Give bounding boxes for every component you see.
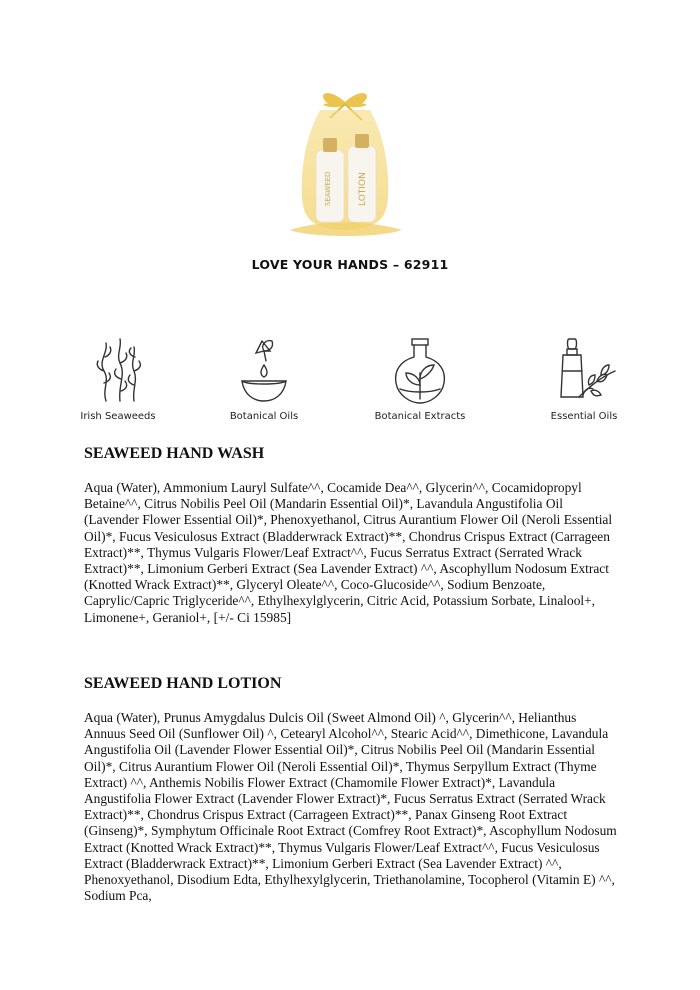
section-heading-hand-lotion: SEAWEED HAND LOTION: [84, 675, 282, 692]
section-ingredients-hand-lotion: Aqua (Water), Prunus Amygdalus Dulcis Oil (Sweet Almond Oil) ^, Glycerin^^, Helianthus Annuus Seed Oil (Sunflower Oil) ^, Cetearyl Alcohol^^, Stearic Acid^^, Dimethicone, Lavandula Angustifolia Oil (Lavender Flower Essential Oil)*, Citrus Nobilis Peel Oil (Mandarin Essential Oil)*, Citrus Aurantium Flower Oil (Neroli Essential Oil)*, Thymus Serpyllum Extract (Thyme Extract) ^^, Anthemis Nobilis Flower Extract (Chamomile Flower Extract)*, Lavandula Angustifolia Flower Extract (Lavender Flower Extract)*, Fucus Serratus Extract (Serrated Wrack Extract)**, Chondrus Crispus Extract (Carrageen Extract)**, Panax Ginseng Root Extract (Ginseng)*, Symphytum Officinale Root Extract (Comfrey Root Extract)*, Ascophyllum Nodosum Extract (Knotted Wrack Extract)**, Thymus Vulgaris Flower/Leaf Extract^^, Fucus Vesiculosus Extract (Bladderwrack Extract)**, Limonium Gerberi Extract (Sea Lavender Extract) ^^, Phenoxyethanol, Disodium Edta, Ethylhexylglycerin, Triethanolamine, Tocopherol (Vitamin E) ^^, Sodium Pca,: [84, 710, 617, 904]
flask-plant-icon: [390, 335, 450, 405]
feature-essential-oils: [514, 335, 654, 422]
feature-label: Essential Oils: [550, 411, 618, 422]
gift-bag-illustration: [270, 88, 420, 244]
feature-botanical-extracts: [350, 335, 490, 422]
product-title: LOVE YOUR HANDS – 62911: [251, 257, 449, 272]
feature-label: Botanical Oils: [229, 411, 299, 422]
feature-botanical-oils: [194, 335, 334, 422]
oil-bowl-icon: [234, 335, 294, 405]
product-photo: [270, 88, 420, 244]
feature-irish-seaweeds: [48, 335, 188, 422]
seaweed-icon: [88, 335, 148, 405]
bottle-label-1: SEAWEED: [324, 171, 332, 206]
feature-label: Botanical Extracts: [374, 411, 466, 422]
feature-label: Irish Seaweeds: [80, 411, 156, 422]
bottle-label-2: LOTION: [358, 172, 368, 206]
section-heading-hand-wash: SEAWEED HAND WASH: [84, 445, 265, 462]
section-ingredients-hand-wash: Aqua (Water), Ammonium Lauryl Sulfate^^, Cocamide Dea^^, Glycerin^^, Cocamidopropyl Betaine^^, Citrus Nobilis Peel Oil (Mandarin Essential Oil)*, Lavandula Angustifolia Oil (Lavender Flower Essential Oil)*, Phenoxyethanol, Citrus Aurantium Flower Oil (Neroli Essential Oil)*, Fucus Vesiculosus Extract (Bladderwrack Extract)**, Chondrus Crispus Extract (Carrageen Extract)**, Thymus Vulgaris Flower/Leaf Extract^^, Fucus Serratus Extract (Serrated Wrack Extract)**, Limonium Gerberi Extract (Sea Lavender Extract) ^^, Ascophyllum Nodosum Extract (Knotted Wrack Extract)**, Glyceryl Oleate^^, Coco-Glucoside^^, Sodium Benzoate, Caprylic/Capric Triglyceride^^, Ethylhexylglycerin, Citric Acid, Potassium Sorbate, Linalool+, Limonene+, Geraniol+, [+/- Ci 15985]: [84, 480, 613, 625]
dropper-bottle-icon: [549, 335, 619, 405]
